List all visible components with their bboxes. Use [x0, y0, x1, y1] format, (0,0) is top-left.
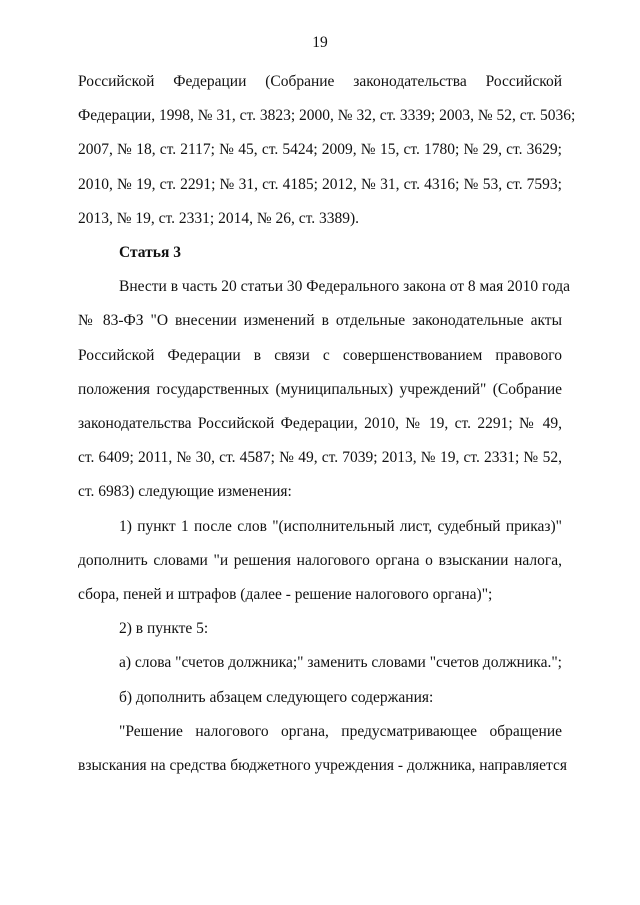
text-line: 2010, № 19, ст. 2291; № 31, ст. 4185; 2012, № 31, ст. 4316; № 53, ст. 7593; — [78, 175, 562, 193]
text-line: взыскания на средства бюджетного учреждения - должника, направляется — [78, 757, 568, 775]
text-line: "Решение налогового органа, предусматривающее обращение — [119, 722, 562, 740]
text-line: б) дополнить абзацем следующего содержания: — [119, 688, 434, 706]
text-line: 2013, № 19, ст. 2331; 2014, № 26, ст. 3389). — [78, 209, 360, 227]
text-line: ст. 6983) следующие изменения: — [78, 483, 292, 501]
article-heading: Статья 3 — [119, 244, 181, 262]
text-line: законодательства Российской Федерации, 2010, № 19, ст. 2291; № 49, — [78, 415, 562, 433]
text-line: 2) в пункте 5: — [119, 620, 209, 638]
text-line: сбора, пеней и штрафов (далее - решение налогового органа)"; — [78, 586, 493, 604]
text-line: № 83-ФЗ "О внесении изменений в отдельные законодательные акты — [78, 312, 562, 330]
text-line: дополнить словами "и решения налогового органа о взыскании налога, — [78, 551, 562, 569]
document-body — [78, 65, 576, 783]
text-line: Российской Федерации (Собрание законодательства Российской — [78, 73, 562, 90]
text-line: Федерации, 1998, № 31, ст. 3823; 2000, № 32, ст. 3339; 2003, № 52, ст. 5036; — [78, 107, 576, 125]
page-number: 19 — [312, 34, 328, 51]
text-line: Внести в часть 20 статьи 30 Федерального закона от 8 мая 2010 года — [119, 278, 571, 296]
text-line: Российской Федерации в связи с совершенствованием правового — [78, 346, 562, 364]
text-line: 1) пункт 1 после слов "(исполнительный лист, судебный приказ)" — [119, 517, 562, 535]
text-line: а) слова "счетов должника;" заменить словами "счетов должника."; — [119, 654, 562, 672]
text-line: положения государственных (муниципальных) учреждений" (Собрание — [78, 380, 562, 398]
text-line: 2007, № 18, ст. 2117; № 45, ст. 5424; 2009, № 15, ст. 1780; № 29, ст. 3629; — [78, 141, 562, 159]
text-line: ст. 6409; 2011, № 30, ст. 4587; № 49, ст. 7039; 2013, № 19, ст. 2331; № 52, — [78, 449, 562, 467]
